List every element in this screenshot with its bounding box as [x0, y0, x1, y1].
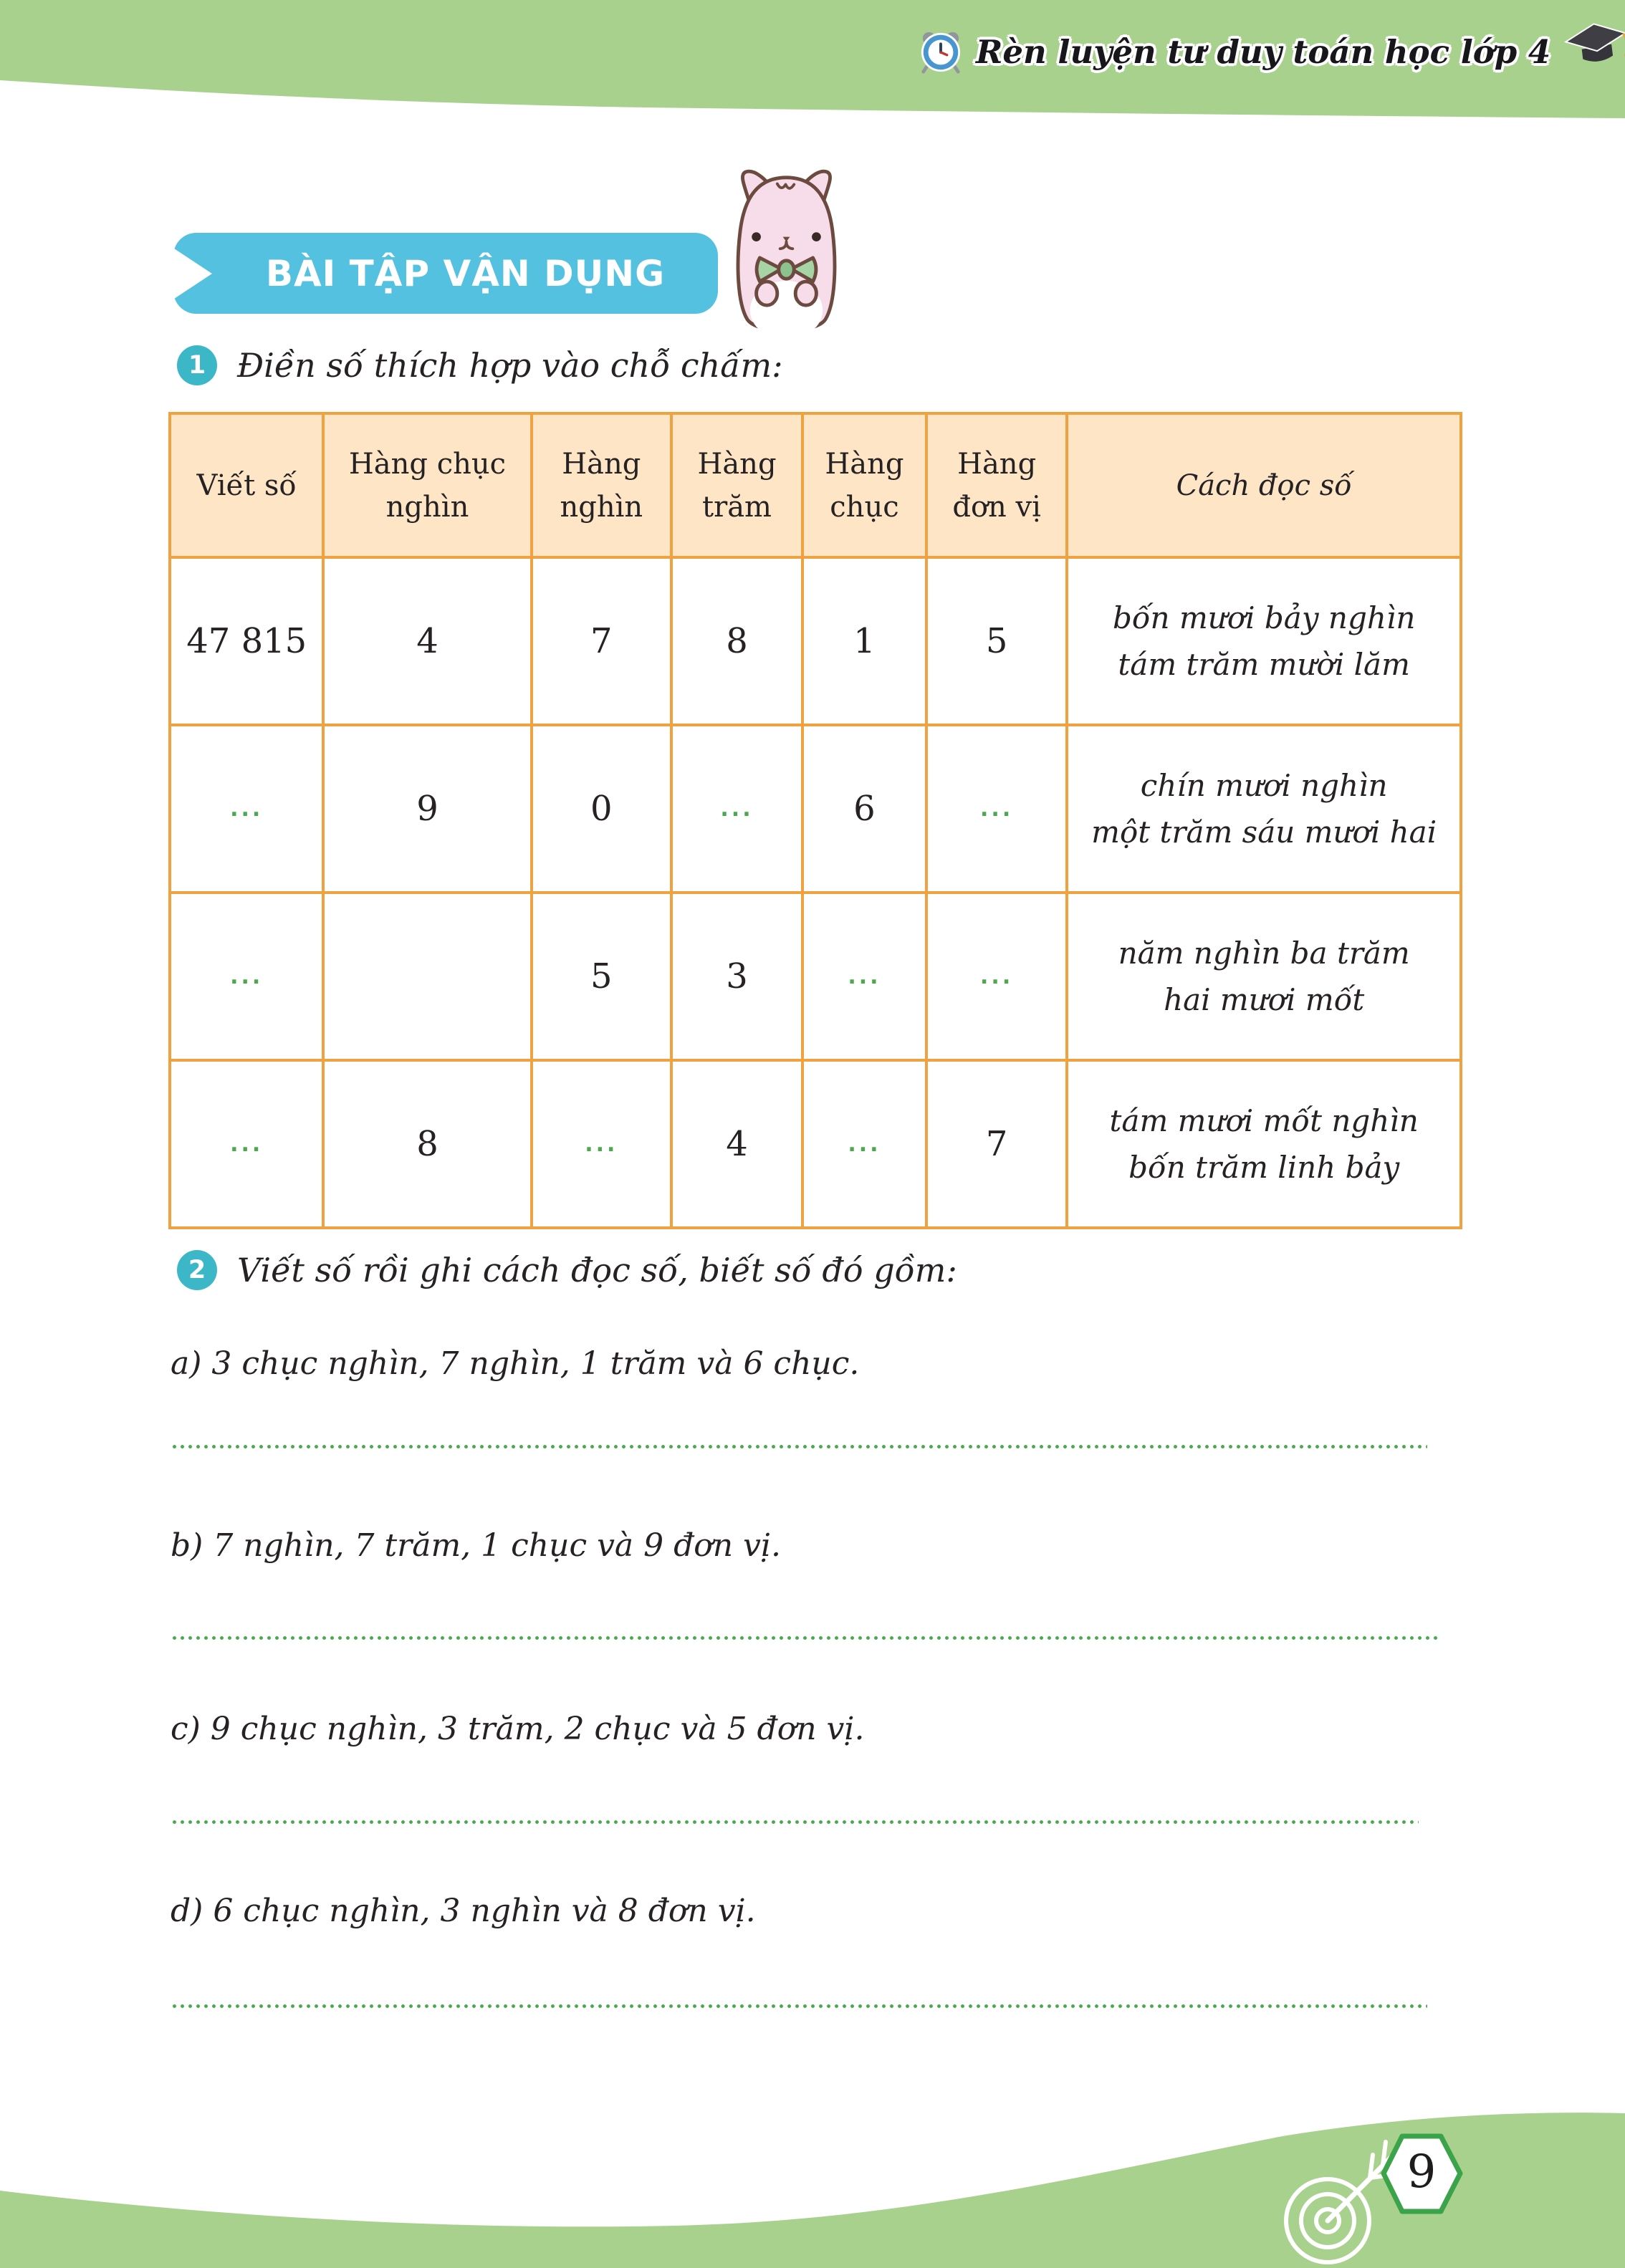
table-cell: 6 [802, 725, 926, 893]
col-header-hang-chuc: Hàng chục [802, 413, 926, 557]
reading-line: tám trăm mười lăm [1118, 647, 1410, 682]
table-cell-reading [1067, 1060, 1461, 1228]
table-row [170, 893, 1461, 1060]
col-header-cach-doc-so: Cách đọc số [1067, 413, 1461, 557]
col-header-hang-nghin: Hàng nghìn [532, 413, 672, 557]
section-banner-title: BÀI TẬP VẬN DỤNG [265, 252, 666, 294]
exercise-2-item-a: a) 3 chục nghìn, 7 nghìn, 1 trăm và 6 chục. [171, 1345, 860, 1382]
answer-dotted-line [171, 1444, 1427, 1449]
page-number: 9 [1406, 2146, 1437, 2199]
page-header [919, 29, 1625, 75]
table-cell: 47 815 [170, 557, 323, 725]
table-cell-reading [1067, 725, 1461, 893]
footer-green-wave [0, 2092, 1625, 2268]
col-header-hang-don-vi: Hàng đơn vị [926, 413, 1067, 557]
exercise-1-header [177, 345, 783, 385]
table-row [170, 557, 1461, 725]
reading-line: chín mươi nghìn [1140, 767, 1388, 803]
answer-dotted-line [171, 1820, 1419, 1825]
table-cell-blank: ... [802, 1060, 926, 1228]
table-cell: 8 [671, 557, 802, 725]
reading-line: bốn mươi bảy nghìn [1112, 600, 1416, 635]
reading-line: một trăm sáu mươi hai [1091, 815, 1437, 850]
table-cell: 4 [671, 1060, 802, 1228]
table-cell: 0 [532, 725, 672, 893]
exercise-2-item-b: b) 7 nghìn, 7 trăm, 1 chục và 9 đơn vị. [171, 1527, 782, 1564]
table-cell-blank: ... [926, 893, 1067, 1060]
table-header-row [170, 413, 1461, 557]
table-cell: 7 [926, 1060, 1067, 1228]
table-cell-empty [323, 893, 531, 1060]
table-cell: 9 [323, 725, 531, 893]
table-cell-blank: ... [532, 1060, 672, 1228]
graduation-cap-icon [1563, 19, 1625, 70]
table-cell: 8 [323, 1060, 531, 1228]
table-cell-blank: ... [170, 725, 323, 893]
table-cell: 1 [802, 557, 926, 725]
exercise-2-title: Viết số rồi ghi cách đọc số, biết số đó gồm: [237, 1251, 957, 1289]
book-title: Rèn luyện tư duy toán học lớp 4 [976, 32, 1551, 71]
table-cell-blank: ... [671, 725, 802, 893]
reading-line: bốn trăm linh bảy [1128, 1150, 1400, 1185]
place-value-table [168, 412, 1462, 1229]
table-cell-reading [1067, 893, 1461, 1060]
table-row [170, 1060, 1461, 1228]
table-cell: 5 [926, 557, 1067, 725]
exercise-2-item-d: d) 6 chục nghìn, 3 nghìn và 8 đơn vị. [171, 1893, 756, 1929]
answer-dotted-line [171, 2004, 1427, 2009]
exercise-2-number-badge: 2 [177, 1250, 217, 1290]
table-cell: 7 [532, 557, 672, 725]
table-cell: 5 [532, 893, 672, 1060]
exercise-2-item-c: c) 9 chục nghìn, 3 trăm, 2 chục và 5 đơn vị. [171, 1711, 865, 1747]
table-cell-blank: ... [802, 893, 926, 1060]
reading-line: năm nghìn ba trăm [1118, 935, 1410, 971]
exercise-1-title: Điền số thích hợp vào chỗ chấm: [237, 346, 783, 385]
col-header-viet-so: Viết số [170, 413, 323, 557]
section-banner [173, 233, 718, 314]
exercise-1-number-badge: 1 [177, 345, 217, 385]
exercise-2-header [177, 1250, 957, 1290]
table-cell: 3 [671, 893, 802, 1060]
cat-mascot [716, 165, 856, 344]
table-cell-reading [1067, 557, 1461, 725]
table-row [170, 725, 1461, 893]
answer-dotted-line [171, 1635, 1442, 1640]
reading-line: hai mươi mốt [1164, 982, 1365, 1017]
alarm-clock-icon [919, 29, 963, 75]
table-cell-blank: ... [170, 893, 323, 1060]
reading-line: tám mươi mốt nghìn [1109, 1102, 1419, 1138]
table-cell: 4 [323, 557, 531, 725]
table-cell-blank: ... [170, 1060, 323, 1228]
col-header-hang-tram: Hàng trăm [671, 413, 802, 557]
col-header-hang-chuc-nghin: Hàng chục nghìn [323, 413, 531, 557]
table-cell-blank: ... [926, 725, 1067, 893]
